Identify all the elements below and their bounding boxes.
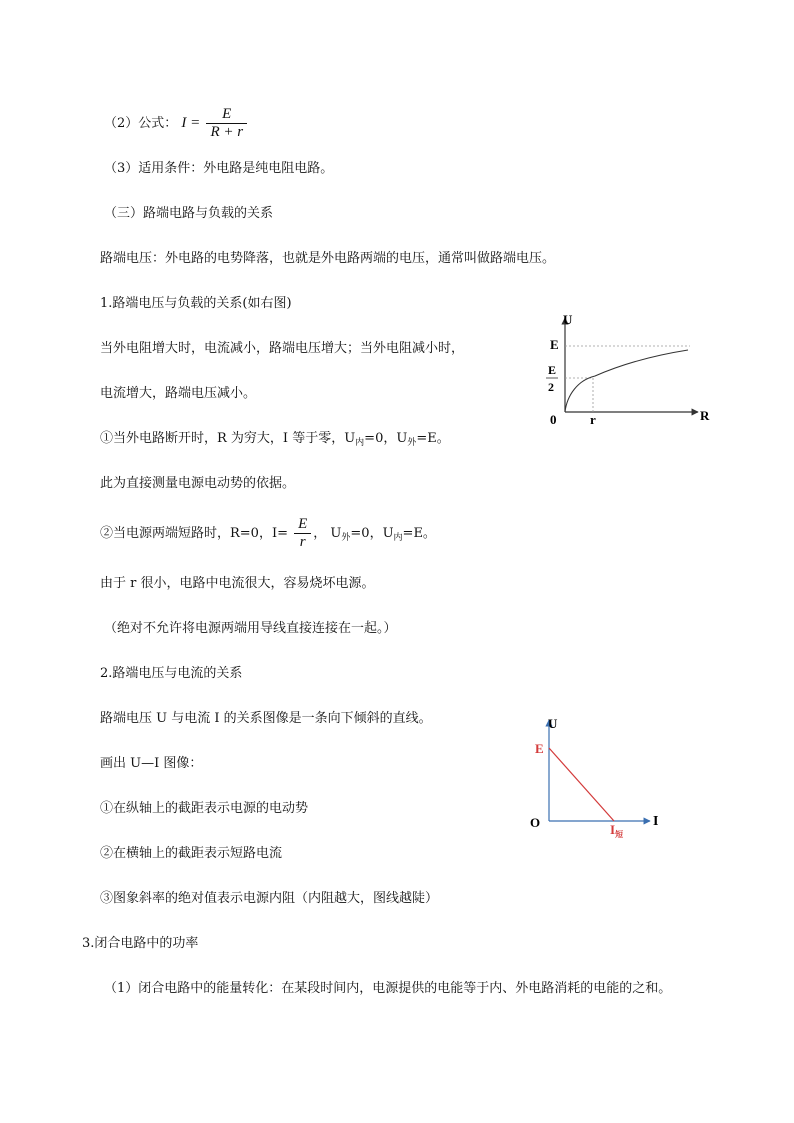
formula-label: （2）公式： [104, 116, 178, 131]
short-circuit-line [100, 516, 436, 551]
u-i-line [549, 748, 614, 821]
formula-line [104, 106, 249, 141]
part2-point1: ①在纵轴上的截距表示电源的电动势 [100, 801, 309, 816]
u-r-curve [565, 350, 688, 412]
section3-heading: （三）路端电路与负载的关系 [104, 206, 274, 221]
short-circuit-numerator: E [294, 516, 311, 534]
warning-line: （绝对不允许将电源两端用导线直接连接在一起。） [104, 621, 397, 636]
short-circuit-denominator: r [299, 534, 306, 550]
part2-desc: 路端电压 U 与电流 I 的关系图像是一条向下倾斜的直线。 [100, 711, 432, 726]
part3-point1: （1）闭合电路中的能量转化：在某段时间内，电源提供的电能等于内、外电路消耗的电能的之和。 [104, 981, 672, 996]
part2-point2: ②在横轴上的截距表示短路电流 [100, 846, 283, 861]
short-circuit-prefix: ②当电源两端短路时，R=0，I= [100, 526, 288, 541]
part2-draw: 画出 U—I 图像： [100, 756, 203, 771]
open-circuit-line [100, 430, 450, 452]
u-i-graph [525, 712, 675, 842]
short-circuit-end: =E。 [402, 526, 436, 541]
graph2-x-label: I [653, 814, 659, 829]
part2-point3: ③图象斜率的绝对值表示电源内阻（内阻越大，图线越陡） [100, 891, 439, 906]
r-small-line: 由于 r 很小，电路中电流很大，容易烧坏电源。 [100, 576, 375, 591]
terminal-voltage-definition: 路端电压：外电路的电势降落，也就是外电路两端的电压，通常叫做路端电压。 [100, 251, 556, 266]
graph2-i-label: $I_短$ [610, 822, 624, 839]
short-circuit-sub-inner: 内 [393, 533, 403, 543]
short-circuit-mid2: =0，U [350, 526, 394, 541]
part1-line2: 电流增大，路端电压减小。 [100, 386, 257, 401]
part1-heading: 1.路端电压与负载的关系(如右图) [100, 296, 292, 311]
graph2-y-label: U [548, 716, 558, 731]
graph2-e-label: E [535, 741, 544, 756]
open-circuit-sub-inner: 内 [355, 438, 365, 448]
part2-heading: 2.路端电压与电流的关系 [100, 666, 243, 681]
open-circuit-text: ①当外电路断开时，R 为穷大，I 等于零，U [100, 431, 356, 446]
basis-line: 此为直接测量电源电动势的依据。 [100, 476, 296, 491]
formula-numerator: E [206, 106, 247, 124]
graph1-x-label: R [700, 408, 710, 423]
short-circuit-sub-outer: 外 [341, 533, 351, 543]
formula-fraction [206, 106, 247, 141]
open-circuit-sub-outer: 外 [407, 438, 417, 448]
graph1-e-label: E [550, 337, 559, 352]
formula-lhs: I = [181, 115, 201, 131]
graph1-half-num: E [548, 363, 557, 377]
u-r-graph [540, 310, 720, 430]
graph1-origin: 0 [550, 412, 557, 427]
graph1-r-tick: r [590, 412, 596, 427]
graph1-y-label: U [563, 312, 573, 327]
short-circuit-fraction [294, 516, 311, 551]
short-circuit-mid1: ， U [313, 526, 342, 541]
open-circuit-end: =E。 [416, 431, 450, 446]
condition-line: （3）适用条件：外电路是纯电阻电路。 [104, 161, 334, 176]
formula-denominator: R + r [210, 124, 244, 140]
open-circuit-mid: =0，U [364, 431, 408, 446]
part1-line1: 当外电阻增大时，电流减小，路端电压增大；当外电阻减小时， [100, 341, 465, 356]
graph1-half-den: 2 [548, 380, 554, 394]
part3-heading: 3.闭合电路中的功率 [82, 936, 199, 951]
graph2-origin: O [530, 815, 541, 830]
